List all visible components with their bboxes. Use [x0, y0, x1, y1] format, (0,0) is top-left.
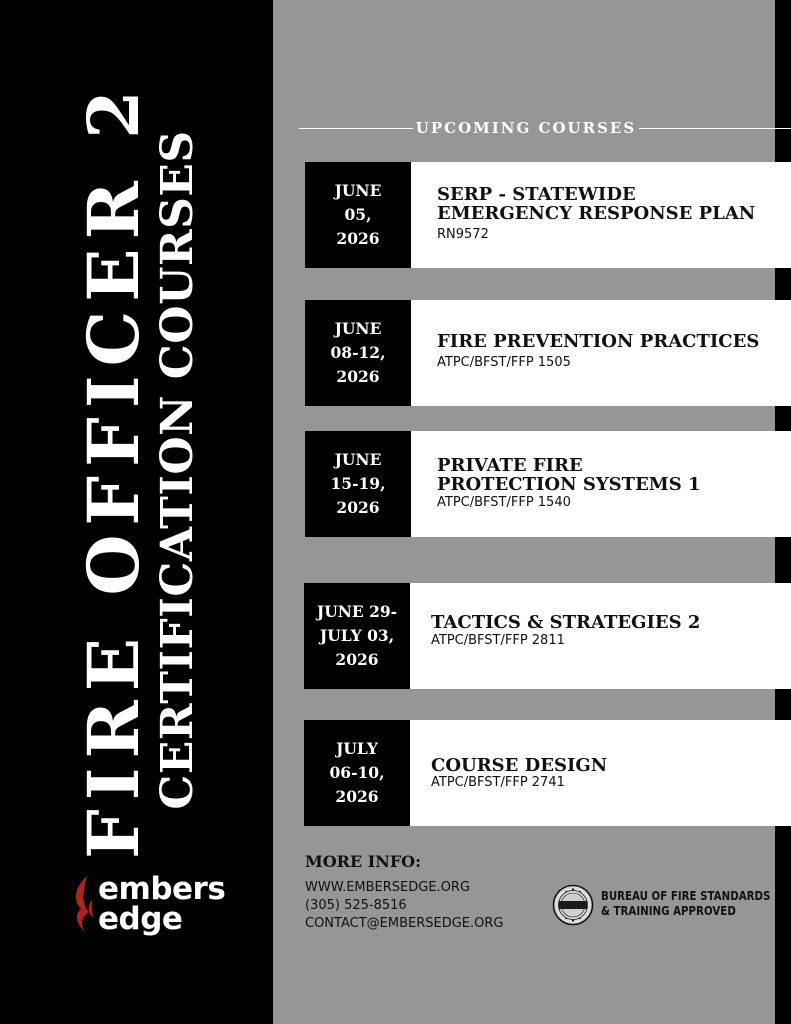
embers-edge-logo — [70, 872, 240, 942]
course-title-line: PROTECTION SYSTEMS 1 — [437, 474, 701, 495]
course-date — [305, 431, 411, 537]
course-date — [304, 583, 410, 689]
date-line: JULY — [336, 739, 378, 758]
date-line: 2026 — [335, 650, 379, 669]
date-line: 2026 — [335, 787, 379, 806]
course-date — [305, 300, 411, 406]
title-line-1: FIRE OFFICER 2 — [72, 81, 155, 859]
course-title-line: COURSE DESIGN — [431, 755, 608, 776]
section-title: UPCOMING COURSES — [415, 119, 637, 137]
course-title-line: SERP - STATEWIDE — [437, 184, 636, 205]
course-title-line: FIRE PREVENTION PRACTICES — [437, 331, 760, 352]
website-link[interactable]: WWW.EMBERSEDGE.ORG — [305, 880, 471, 895]
course-info — [410, 583, 791, 689]
course-card — [305, 300, 791, 406]
course-date — [304, 720, 410, 826]
date-line: 2026 — [336, 498, 380, 517]
logo-text-edge: edge — [98, 901, 183, 937]
bureau-approval — [601, 888, 770, 918]
seal-icon — [552, 884, 594, 931]
date-line: JUNE — [334, 319, 382, 338]
course-card — [305, 431, 791, 537]
date-line: 05, — [344, 205, 372, 224]
more-info-heading: MORE INFO: — [305, 852, 422, 871]
logo-text-embers: embers — [98, 871, 226, 907]
course-code: ATPC/BFST/FFP 1505 — [437, 355, 571, 370]
bureau-line-1: BUREAU OF FIRE STANDARDS — [601, 888, 771, 903]
date-line: 2026 — [336, 229, 380, 248]
course-info — [411, 162, 791, 268]
flame-icon — [70, 874, 100, 934]
course-title-line: TACTICS & STRATEGIES 2 — [431, 612, 701, 633]
course-info — [411, 300, 791, 406]
course-card — [304, 583, 791, 689]
course-title-line: EMERGENCY RESPONSE PLAN — [437, 203, 756, 224]
email-link[interactable]: CONTACT@EMBERSEDGE.ORG — [305, 916, 504, 931]
date-line: JUNE — [334, 181, 382, 200]
course-title-line: PRIVATE FIRE — [437, 455, 583, 476]
phone-number[interactable]: (305) 525-8516 — [305, 898, 407, 913]
section-rule-left — [299, 128, 413, 129]
title-line-2: CERTIFICATION COURSES — [152, 130, 203, 810]
date-line: JULY 03, — [319, 626, 395, 645]
course-card — [304, 720, 791, 826]
date-line: 15-19, — [330, 474, 386, 493]
course-info — [411, 431, 791, 537]
date-line: JUNE 29- — [316, 602, 398, 621]
course-code: RN9572 — [437, 227, 489, 242]
date-line: 2026 — [336, 367, 380, 386]
bureau-line-2: & TRAINING APPROVED — [601, 903, 736, 918]
date-line: JUNE — [334, 450, 382, 469]
page-title — [72, 81, 204, 859]
course-date — [305, 162, 411, 268]
course-info — [410, 720, 791, 826]
date-line: 06-10, — [329, 763, 385, 782]
course-code: ATPC/BFST/FFP 2741 — [431, 775, 565, 790]
course-code: ATPC/BFST/FFP 2811 — [431, 633, 565, 648]
course-card — [305, 162, 791, 268]
section-rule-right — [639, 128, 791, 129]
date-line: 08-12, — [330, 343, 386, 362]
course-code: ATPC/BFST/FFP 1540 — [437, 495, 571, 510]
